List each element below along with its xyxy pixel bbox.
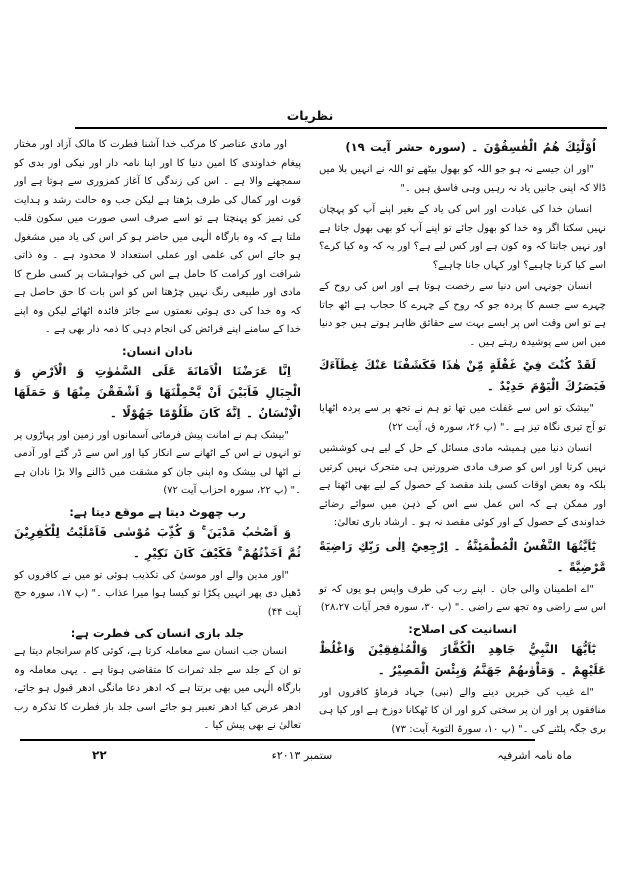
body-paragraph: انسان جونہی اس دنیا سے رخصت ہوتا ہے اور اس کی روح کے چہرے سے جسم کا پردہ جو کہ روح کے چہرے کا حجاب ہے اٹھ جاتا ہے تو اس وقت اس پر ایسے بہت سے حقائق ظاہر ہوتے ہیں جو دنیا میں اس سے پوشیدہ رہتے ہیں ۔ [319,281,606,348]
urdu-translation: "اے اطمینان والی جان ۔ اپنے رب کی طرف واپس ہو یوں کہ تو اس سے راضی وہ تجھ سے راضی ۔" (پ ۳۰، سورہ فجر آیات ۲۸،۲۷) [319,583,606,613]
quran-verse-arabic: اِنَّا عَرَضْنَا الْاَمَانَةَ عَلَى السَّمٰوٰتِ وَ الْاَرْضِ وَ الْجِبَالِ فَاَبَيْنَ اَنْ يَّحْمِلْنَهَا وَ اَشْفَقْنَ مِنْهَا وَ حَمَلَهَا الْاِنْسَانُ ۔ اِنَّهٗ كَانَ ظَلُوْمًا جَهُوْلًا ۔ [14,363,301,420]
quran-verse-arabic: لَقَدْ كُنْتَ فِيْ غَفْلَةٍ مِّنْ هٰذَا فَكَشَفْنَا عَنْكَ غِطَآءَكَ فَبَصَرُكَ الْيَوْمَ حَدِيْدٌ ۔ [319,358,606,393]
body-paragraph: انسان جب انسان سے معاملہ کرتا ہے، کوئی کام سرانجام دیتا ہے تو ان کے جلد سے جلد ثمرات کا متقاضی ہوتا ہے ۔ یہی معاملہ وہ بارگاہ الٰہی میں بھی برتتا ہے کہ ادھر دعا مانگی ادھر قبول ہو جائے، ادھر عرض کیا ادھر تعبیر ہو جائے اسی جلد باز فطرت کا تذکرہ رب تعالیٰ نے بھی پیش کیا ۔ [14,646,301,731]
footer-row [0,741,620,762]
urdu-translation: "اے غیب کی خبریں دینے والے (نبی) جہاد فرماؤ کافروں اور منافقوں پر اور ان پر سختی کرو اور ان کا ٹھکانا دوزخ ہے اور کیا ہی بری جگہ پلٹنے کی ۔" (پ ۱۰، سورۃ التوبۃ آیت: ۷۳) [319,686,606,735]
body-paragraph: انسان دنیا میں ہمیشہ مادی مسائل کے حل کے لیے ہی کوششیں نہیں کرتا اور اس کو صرف مادی ضرورتیں ہی متحرک نہیں کرتیں بلکہ وہ بعض اوقات کسی بلند مقصد کے حصول کے لیے بھی اٹھتا ہے اور ممکن ہے کہ اس عمل سے اس کے ذہن میں سوائے رضائے خداوندی کے حصول کے اور کوئی مقصد نہ ہو ۔ ارشاد باری تعالیٰ: [319,443,606,528]
section-heading: رب چھوٹ دیتا ہے موقع دیتا ہے: [69,504,246,519]
section-heading: جلد بازی انسان کی فطرت ہے: [70,626,245,640]
quran-verse-arabic: اُوْلٰٓئِكَ هُمُ الْفٰسِقُوْنَ ۔ (سورہ حشر آیت ۱۹) [345,140,596,154]
section-heading: نادان انسان: [122,343,193,358]
page-footer [0,739,620,762]
magazine-title: ماہ نامہ اشرفیہ [497,749,572,762]
header-rule [75,127,607,129]
urdu-translation: "بیشک تو اس سے غفلت میں تھا تو ہم نے تجھ پر سے پردہ اٹھایا تو آج تیری نگاہ تیز ہے ۔" (پ ۲۶، سورہ ق، آیت ۲۲) [319,403,606,433]
issue-date: ستمبر ۲۰۱۳ء [271,749,333,762]
quran-verse-arabic: وَ اَصْحٰبُ مَدْيَنَ ۚ وَ كُذِّبَ مُوْسٰى فَاَمْلَيْتُ لِلْكٰفِرِيْنَ ثُمَّ اَخَذْتُهُمْ ۚ فَكَيْفَ كَانَ نَكِيْرِ ۔ [14,524,301,560]
urdu-translation: "اور ان جیسے نہ ہو جو اللہ کو بھول بیٹھے تو اللہ نے انہیں بلا میں ڈالا کہ اپنی جانیں یاد نہ رہیں وہی فاسق ہیں ۔" [319,164,606,194]
page-number: ۲۲ [92,748,107,762]
body-paragraph: انسان خدا کی عبادت اور اس کی یاد کے بغیر اپنے آپ کو پہچان نہیں سکتا اگر وہ خدا کو بھول جائے تو اپنے آپ کو بھی بھول جاتا ہے اور نہیں جانتا کہ وہ کون ہے اور کس لیے ہے؟ اور یہ کہ وہ کیا کرے؟ اسے کیا کرنا چاہیے؟ اور کہاں جانا چاہیے؟ [319,204,606,271]
urdu-translation: "اور مدین والے اور موسیٰ کی تکذیب ہوئی تو میں نے کافروں کو ڈھیل دی پھر انہیں پکڑا تو کیسا ہوا میرا عذاب ۔" (پ ۱۷، سورہ حج آیت ۴۴) [14,569,301,618]
page-header [0,108,620,132]
column-right [319,136,606,737]
urdu-translation: "بیشک ہم نے امانت پیش فرمائی آسمانوں اور زمین اور پہاڑوں پر تو انہوں نے اس کے اٹھانے سے انکار کیا اور اس سے ڈر گئے اور آدمی نے اٹھا لی بیشک وہ اپنی جان کو مشقت میں ڈالنے والا بڑا نادان ہے ۔" (پ ۲۲، سورہ احزاب آیت ۷۲) [14,429,301,496]
article-columns [14,136,606,737]
body-paragraph: اور مادی عناصر کا مرکب خدا آشنا فطرت کا مالک آزاد اور مختار پیغام خداوندی کا امین دنیا کا اور اپنا نامہ دار اور نیکی اور بدی کو سمجھنے والا ہے ۔ اس کی زندگی کا آغاز کمزوری سے ہوتا ہے اور قوت اور کمال کی طرف بڑھتا ہے لیکن جب وہ حالت رشد و ہدایت کی تمیز کو پہنچتا ہے تو اسے صرف اسی صورت میں سکون قلب ملتا ہے کہ وہ بارگاہ الٰہی میں حاضر ہو کر اس کی یاد میں مشغول ہو جائے اس کی علمی اور عملی استعداد لا محدود ہے ۔ وہ ذاتی شرافت اور کرامت کا حامل ہے اس کی خواہشات پر کسی طرح کا مادی اور طبیعی رنگ نہیں چڑھتا اس کو اس بات کا حق حاصل ہے کہ وہ خدا کی دی ہوئی نعمتوں سے جائز فائدہ اٹھائے لیکن وہ اپنے خدا کے سامنے اپنے فرائض کی انجام دہی کا ذمہ دار بھی ہے ۔ [14,139,301,335]
quran-verse-arabic: يٰٓاَيَّتُهَا النَّفْسُ الْمُطْمَئِنَّةُ ۔ اِرْجِعِيْٓ اِلٰى رَبِّكِ رَاضِيَةً مَّرْضِيَّةً ۔ [319,538,606,574]
quran-verse-arabic: يٰٓاَيُّهَا النَّبِيُّ جَاهِدِ الْكُفَّارَ وَالْمُنٰفِقِيْنَ وَاغْلُظْ عَلَيْهِمْ ۔ وَمَاْوٰىهُمْ جَهَنَّمُ وَبِئْسَ الْمَصِيْرُ ۔ [319,641,606,677]
section-title: نظریات [286,108,334,123]
column-left [14,136,301,737]
section-heading: انسانیت کی اصلاح: [408,621,517,636]
